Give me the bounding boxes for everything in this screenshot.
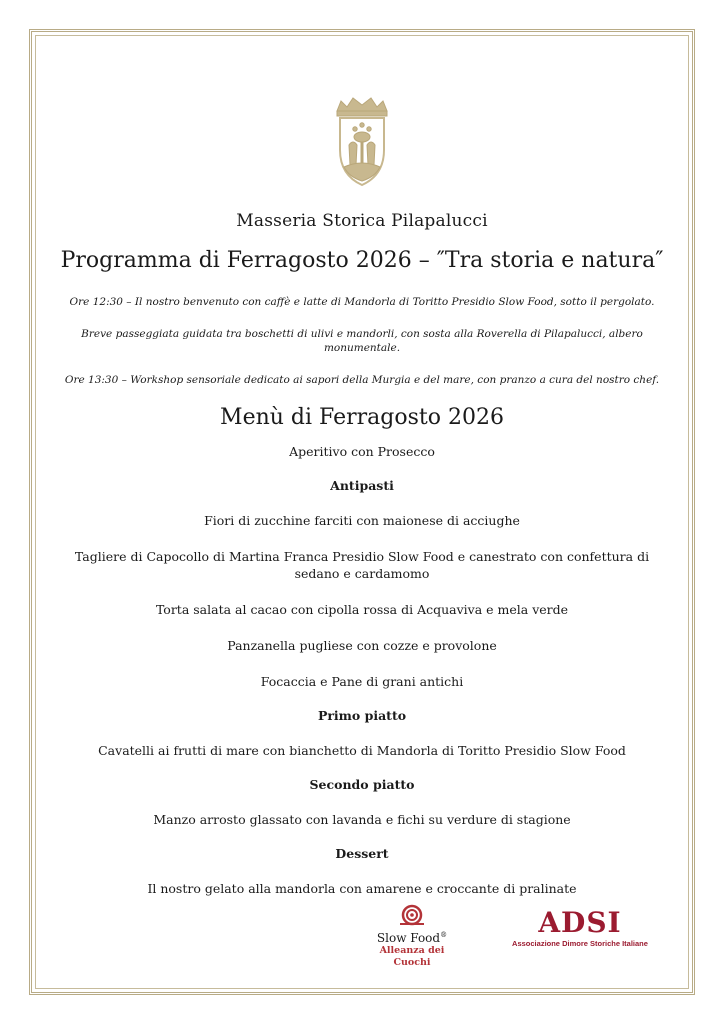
secondo-item: Manzo arrosto glassato con lavanda e fichi su verdure di stagione (153, 812, 571, 827)
program-note: Ore 13:30 – Workshop sensoriale dedicato ai sapori della Murgia e del mare, con pranzo a cura del nostro chef. (64, 374, 660, 386)
menu-title: Menù di Ferragosto 2026 (220, 405, 504, 430)
program-note: Ore 12:30 – Il nostro benvenuto con caffè e latte di Mandorla di Toritto Presidio Slow Food, sotto il pergolato. (69, 296, 655, 308)
slow-food-snail-icon (398, 904, 426, 926)
antipasto-item: Fiori di zucchine farciti con maionese di acciughe (204, 513, 520, 528)
slow-food-name: Slow Food (376, 931, 441, 945)
primo-heading: Primo piatto (317, 708, 407, 723)
sponsor-logos (0, 900, 724, 968)
venue-name: Masseria Storica Pilapalucci (236, 211, 488, 231)
adsi-subtitle: Associazione Dimore Storiche Italiane (512, 939, 648, 948)
slow-food-registered-mark: ® (440, 931, 448, 939)
antipasto-item: Focaccia e Pane di grani antichi (260, 674, 464, 689)
dessert-item: Il nostro gelato alla mandorla con amarene e croccante di pralinate (147, 881, 577, 896)
antipasto-item: Tagliere di Capocollo di Martina Franca Presidio Slow Food e canestrato con confettura di sedano e cardamomo (74, 549, 650, 581)
menu-document (60, 95, 664, 897)
program-title: Programma di Ferragosto 2026 – ″Tra storia e natura″ (60, 248, 664, 273)
masseria-crest-icon (331, 95, 393, 187)
secondo-heading: Secondo piatto (309, 777, 415, 792)
aperitivo-item: Aperitivo con Prosecco (289, 444, 435, 459)
adsi-wordmark: ADSI (538, 906, 622, 939)
primo-item: Cavatelli ai frutti di mare con bianchetto di Mandorla di Toritto Presidio Slow Food (98, 743, 626, 758)
adsi-logo (500, 908, 660, 950)
program-note: Breve passeggiata guidata tra boschetti di ulivi e mandorli, con sosta alla Roverella di Pilapalucci, albero monumentale. (81, 328, 643, 354)
slow-food-subtitle: Alleanza dei Cuochi (379, 945, 445, 968)
antipasto-item: Panzanella pugliese con cozze e provolone (227, 638, 497, 653)
antipasto-item: Torta salata al cacao con cipolla rossa di Acquaviva e mela verde (155, 602, 569, 617)
antipasti-heading: Antipasti (330, 478, 394, 493)
dessert-heading: Dessert (335, 846, 389, 861)
slow-food-logo (362, 904, 462, 969)
